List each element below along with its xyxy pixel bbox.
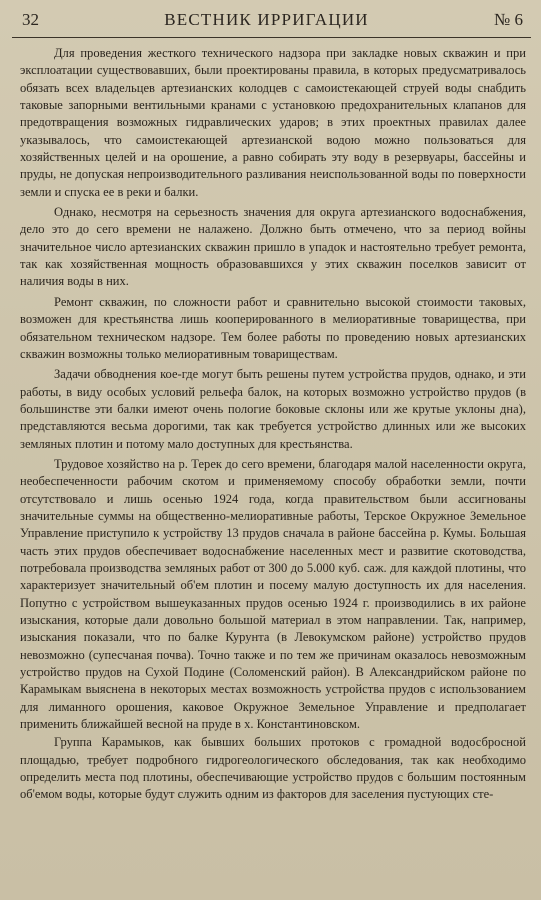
paragraph-technical-supervision: Для проведения жесткого технического надзора при закладке новых скважин и при эксплоатации существовавших, были проектированы правила, в которых предусматривалось обязать всех владельцев артезианских колодцев с самоистекающей струей воды снабдить таковые запорными вентильными кранами с установкою предохранительных клапанов для предотвращения возможных гидравлических ударов; в этих проектных правилах далее указывалось, что самоистекающей артезианской водою можно пользоваться для хозяйственных целей и на орошение, а равно собирать эту воду в резервуары, бассейны и пруды, не допуская непроизводительного разливания неиспользованной воды по поверхности земли и спуска ее в реки и балки. bbox=[20, 46, 526, 199]
running-header bbox=[22, 10, 523, 40]
page-number: 32 bbox=[22, 10, 39, 29]
paragraph-terek-farming: Трудовое хозяйство на р. Терек до сего времени, благодаря малой населенности округа, необеспеченности рабочим скотом и применяемому способу обработки земли, почти отсутствовало и лишь осенью 1924 года, когда правительством были ассигнованы значительные суммы на общественно-мелиоративные работы, Терское Окружное Земельное Управление приступило к устройству 13 прудов сначала в районе бассейна р. Кумы. Большая часть этих прудов обеспечивает водоснабжение населенных мест и развитие скотоводства, потребовала производства земляных работ от 300 до 5.000 куб. саж. для каждой плотины, что характеризует значительный об'ем плотин и посему малую доступность их для населения. Попутно с устройством вышеуказанных прудов осенью 1924 г. производились в их районе изыскания, которые дали довольно большой материал в этом направлении. Так, например, изыскания показали, что по балке Курунта (в Левокумском районе) устройство прудов невозможно (супесчаная почва). Точно также и по тем же причинам оказалось невозможным устройство прудов на Сухой Подине (Соломенский район). В Александрийском районе по Карамыкам выяснена в некоторых местах возможность устройства прудов с использованием для лиманного орошения, каковое Окружное Земельное Управление и предполагает применить ближайшей весной на пруде в х. Константиновском. bbox=[20, 456, 526, 732]
paragraph-ponds-construction: Задачи обводнения кое-где могут быть решены путем устройства прудов, однако, и эти работы, в виду особых условий рельефа балок, на которых возможно устройство прудов (в большинстве эти балки имеют очень пологие боковые склоны или же крутые уклоны дна), представляются весьма дорогими, так как требуется устройство длинных или же высоких земляных плотин и потому мало доступных для крестьянства. bbox=[20, 367, 526, 451]
journal-title: ВЕСТНИК ИРРИГАЦИИ bbox=[164, 10, 369, 29]
issue-number: № 6 bbox=[494, 10, 523, 29]
paragraph-artesian-water-supply: Однако, несмотря на серьезность значения для округа артезианского водоснабжения, дело это до сего времени не налажено. Должно быть отмечено, что за период войны значительное число артезианских скважин пришло в упадок и настоятельно требует ремонта, так как хозяйственная мощность образовавшихся у этих скважин поселков зависит от наличия воды в них. bbox=[20, 205, 526, 289]
article-body bbox=[20, 45, 526, 805]
paragraph-karamyki-group: Группа Карамыков, как бывших больших протоков с громадной водосбросной площадью, требует подробного гидрогеологического обследования, так как необходимо определить места под плотины, обеспечивающие устройство прудов с большим постоянным об'емом воды, которые будут служить одним из факторов для заселения пустующих сте- bbox=[20, 735, 526, 802]
paragraph-well-repair: Ремонт скважин, по сложности работ и сравнительно высокой стоимости таковых, возможен для крестьянства лишь кооперированного в мелиоративные товарищества, при обязательном техническом надзоре. Тем более работы по проведению новых артезианских скважин возможны только мелиоративным товариществам. bbox=[20, 294, 526, 361]
header-rule bbox=[12, 37, 531, 38]
